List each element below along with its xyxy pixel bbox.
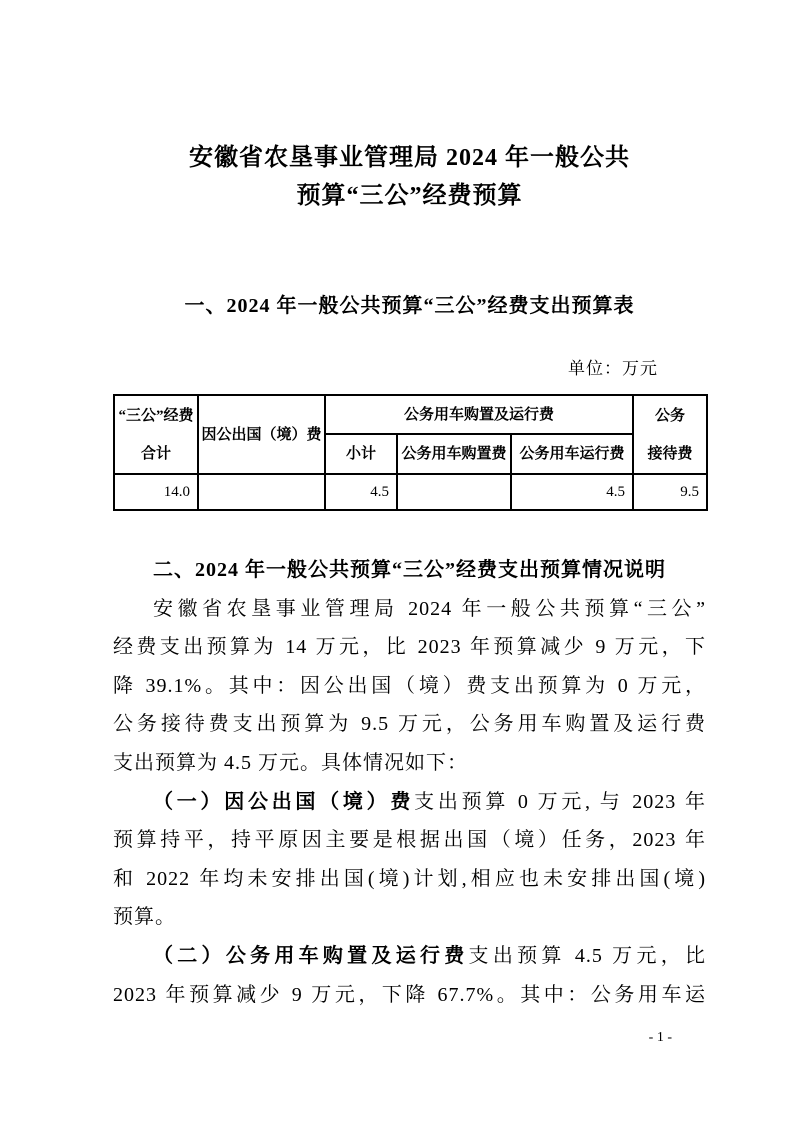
header-reception-line1: 公务 bbox=[654, 407, 685, 424]
title-line-2: 预算“三公”经费预算 bbox=[296, 183, 523, 209]
sangong-budget-table bbox=[113, 394, 708, 511]
text-segment: 2023 年预算减少 9 万元，下降 67.7%。其中：公务用车运 bbox=[113, 983, 706, 1006]
value-abroad-fee bbox=[198, 474, 325, 510]
table-row bbox=[114, 474, 707, 510]
text-segment: 支出预算 4.5 万元，比 bbox=[468, 944, 706, 967]
body-text bbox=[113, 551, 706, 1014]
text-segment: 安徽省农垦事业管理局 2024 年一般公共预算“三公” bbox=[153, 597, 706, 620]
text-line bbox=[113, 898, 706, 937]
value-reception-fee: 9.5 bbox=[633, 474, 707, 510]
text-line bbox=[113, 590, 706, 629]
text-line bbox=[113, 860, 706, 899]
header-vehicle-subtotal: 小计 bbox=[325, 434, 397, 474]
text-segment: 经费支出预算为 14 万元，比 2023 年预算减少 9 万元，下 bbox=[113, 636, 706, 659]
header-reception-fee bbox=[633, 395, 707, 474]
text-line bbox=[113, 551, 706, 590]
text-line bbox=[113, 628, 706, 667]
value-sangong-total: 14.0 bbox=[114, 474, 198, 510]
header-vehicle-purchase: 公务用车购置费 bbox=[397, 434, 511, 474]
text-line bbox=[113, 705, 706, 744]
header-vehicle-group: 公务用车购置及运行费 bbox=[325, 395, 633, 434]
header-sangong-total-line2: 合计 bbox=[140, 445, 171, 462]
unit-label: 单位：万元 bbox=[568, 359, 658, 378]
text-segment-bold: （二）公务用车购置及运行费 bbox=[153, 944, 469, 967]
value-vehicle-operation: 4.5 bbox=[511, 474, 633, 510]
text-segment-bold: （一）因公出国（境）费 bbox=[153, 790, 415, 813]
text-line bbox=[113, 744, 706, 783]
header-abroad-fee: 因公出国（境）费 bbox=[198, 395, 325, 474]
text-segment: 和 2022 年均未安排出国(境)计划,相应也未安排出国(境) bbox=[113, 867, 706, 890]
section-heading-budget-table: 一、2024 年一般公共预算“三公”经费支出预算表 bbox=[184, 295, 635, 317]
text-line bbox=[113, 937, 706, 976]
text-segment: 支出预算 0 万元, 与 2023 年 bbox=[414, 790, 706, 813]
text-segment: 预算。 bbox=[113, 906, 176, 929]
text-segment: 降 39.1%。其中：因公出国（境）费支出预算为 0 万元， bbox=[113, 674, 706, 697]
text-line bbox=[113, 783, 706, 822]
text-line bbox=[113, 821, 706, 860]
document-title bbox=[113, 139, 706, 215]
text-line bbox=[113, 667, 706, 706]
text-line bbox=[113, 976, 706, 1015]
value-vehicle-purchase bbox=[397, 474, 511, 510]
header-sangong-total bbox=[114, 395, 198, 474]
value-vehicle-subtotal: 4.5 bbox=[325, 474, 397, 510]
text-segment: 预算持平，持平原因主要是根据出国（境）任务，2023 年 bbox=[113, 829, 706, 852]
header-sangong-total-line1: “三公”经费 bbox=[118, 407, 194, 424]
text-segment: 支出预算为 4.5 万元。具体情况如下： bbox=[113, 751, 468, 774]
text-segment: 公务接待费支出预算为 9.5 万元，公务用车购置及运行费 bbox=[113, 713, 706, 736]
text-segment-bold: 二、2024 年一般公共预算“三公”经费支出预算情况说明 bbox=[153, 559, 666, 581]
page-number: - 1 - bbox=[648, 1030, 672, 1045]
header-vehicle-operation: 公务用车运行费 bbox=[511, 434, 633, 474]
header-reception-line2: 接待费 bbox=[647, 445, 693, 462]
title-line-1: 安徽省农垦事业管理局 2024 年一般公共 bbox=[189, 145, 630, 171]
